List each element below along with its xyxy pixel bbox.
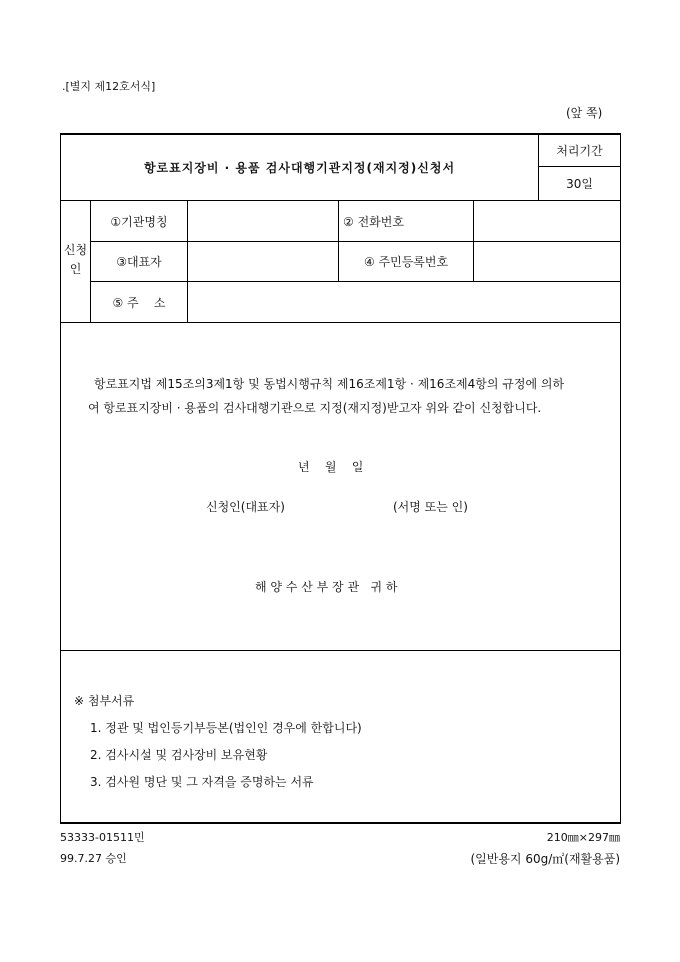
resident-number-field[interactable] xyxy=(474,242,626,281)
statement-line-1: 항로표지법 제15조의3제1항 및 동법시행규칙 제16조제1항 · 제16조제4항의 규정에 의하 xyxy=(94,377,565,391)
signature-field[interactable]: (서명 또는 인) xyxy=(393,500,468,514)
resident-number-label: ④ 주민등록번호 xyxy=(363,255,449,269)
applicant-section-label xyxy=(61,241,90,279)
applicant-label-line1: 신청 xyxy=(63,243,88,257)
org-name-field[interactable] xyxy=(189,201,343,241)
org-name-label: ①기관명칭 xyxy=(110,214,168,229)
application-statement xyxy=(88,372,564,420)
attachment-item: 1. 정관 및 법인등기부등본(법인인 경우에 한합니다) xyxy=(90,721,362,735)
form-title: 항로표지장비 · 용품 검사대행기관지정(재지정)신청서 xyxy=(143,161,456,175)
attachments-heading: ※ 첨부서류 xyxy=(74,694,135,708)
applicant-label-line2: 인 xyxy=(69,262,82,276)
attachments-divider xyxy=(60,650,621,651)
addressee: 해 양 수 산 부 장 관 귀 하 xyxy=(255,580,398,594)
document-code: 53333-01511민 xyxy=(60,831,145,844)
border-bottom xyxy=(60,822,621,824)
attachment-item: 2. 검사시설 및 검사장비 보유현황 xyxy=(90,748,268,762)
border-left xyxy=(60,133,61,824)
processing-period-label: 처리기간 xyxy=(556,144,603,158)
statement-line-2: 여 항로표지장비 · 용품의 검사대행기관으로 지정(재지정)받고자 위와 같이 신청합니다. xyxy=(88,401,542,415)
processing-period-value: 30일 xyxy=(566,177,593,191)
paper-type: (일반용지 60g/㎡(재활용품) xyxy=(470,852,620,866)
approval-date: 99.7.27 승인 xyxy=(60,852,127,865)
field-label-divider xyxy=(187,200,188,322)
phone-label: ② 전화번호 xyxy=(343,214,404,229)
attachment-item: 3. 검사원 명단 및 그 자격을 증명하는 서류 xyxy=(90,775,314,789)
form-number: .[별지 제12호서식] xyxy=(62,80,156,93)
date-line: 년 월 일 xyxy=(298,460,364,474)
representative-label: ③대표자 xyxy=(116,255,162,269)
phone-field[interactable] xyxy=(474,201,626,241)
paper-size: 210㎜×297㎜ xyxy=(546,831,620,844)
signer-label: 신청인(대표자) xyxy=(206,500,285,514)
address-label: ⑤ 주 소 xyxy=(112,295,166,310)
representative-field[interactable] xyxy=(189,242,343,281)
page-side-label: (앞 쪽) xyxy=(566,106,603,120)
applicant-bottom-line xyxy=(60,322,621,323)
address-field[interactable] xyxy=(189,282,620,322)
